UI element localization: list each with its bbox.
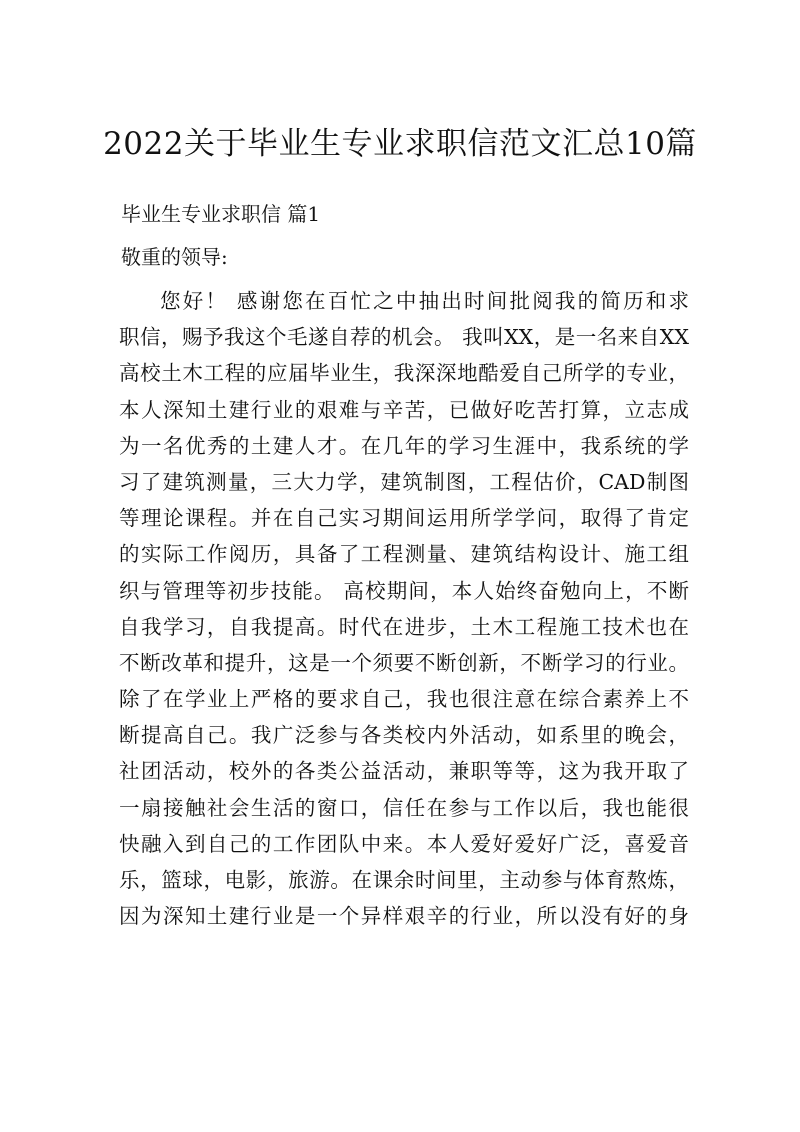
body-line: 职信，赐予我这个毛遂自荐的机会。 我叫XX，是一名来自XX (119, 325, 689, 350)
body-line: 一扇接触社会生活的窗口，信任在参与工作以后，我也能很 (119, 795, 689, 820)
salutation: 敬重的领导: (121, 245, 228, 269)
section-heading: 毕业生专业求职信 篇1 (121, 202, 321, 226)
letter-body (119, 283, 689, 934)
body-line: 的实际工作阅历，具备了工程测量、建筑结构设计、施工组 (119, 542, 689, 567)
body-line: 习了建筑测量，三大力学，建筑制图，工程估价，CAD制图 (119, 469, 689, 494)
body-line: 您好！ 感谢您在百忙之中抽出时间批阅我的简历和求 (160, 289, 689, 313)
body-line: 快融入到自己的工作团队中来。本人爱好爱好广泛，喜爱音 (119, 831, 689, 856)
body-line: 织与管理等初步技能。 高校期间，本人始终奋勉向上，不断 (119, 578, 689, 603)
body-line: 为一名优秀的土建人才。在几年的学习生涯中，我系统的学 (119, 433, 689, 458)
body-line: 断提高自己。我广泛参与各类校内外活动，如系里的晚会， (119, 723, 689, 748)
body-line: 不断改革和提升，这是一个须要不断创新，不断学习的行业。 (119, 650, 689, 675)
body-line: 乐，篮球，电影，旅游。在课余时间里，主动参与体育熬炼， (119, 868, 689, 892)
body-line: 高校土木工程的应届毕业生，我深深地酷爱自己所学的专业， (119, 361, 689, 386)
body-line: 因为深知土建行业是一个异样艰辛的行业，所以没有好的身 (119, 904, 689, 929)
body-line: 除了在学业上严格的要求自己，我也很注意在综合素养上不 (119, 687, 689, 712)
body-line: 本人深知土建行业的艰难与辛苦，已做好吃苦打算，立志成 (119, 397, 689, 422)
body-line: 等理论课程。并在自己实习期间运用所学学问，取得了肯定 (119, 506, 689, 531)
body-line: 自我学习，自我提高。时代在进步，土木工程施工技术也在 (119, 614, 689, 639)
body-line: 社团活动，校外的各类公益活动，兼职等等，这为我开取了 (119, 759, 689, 784)
document-title: 2022关于毕业生专业求职信范文汇总10篇 (103, 126, 697, 162)
